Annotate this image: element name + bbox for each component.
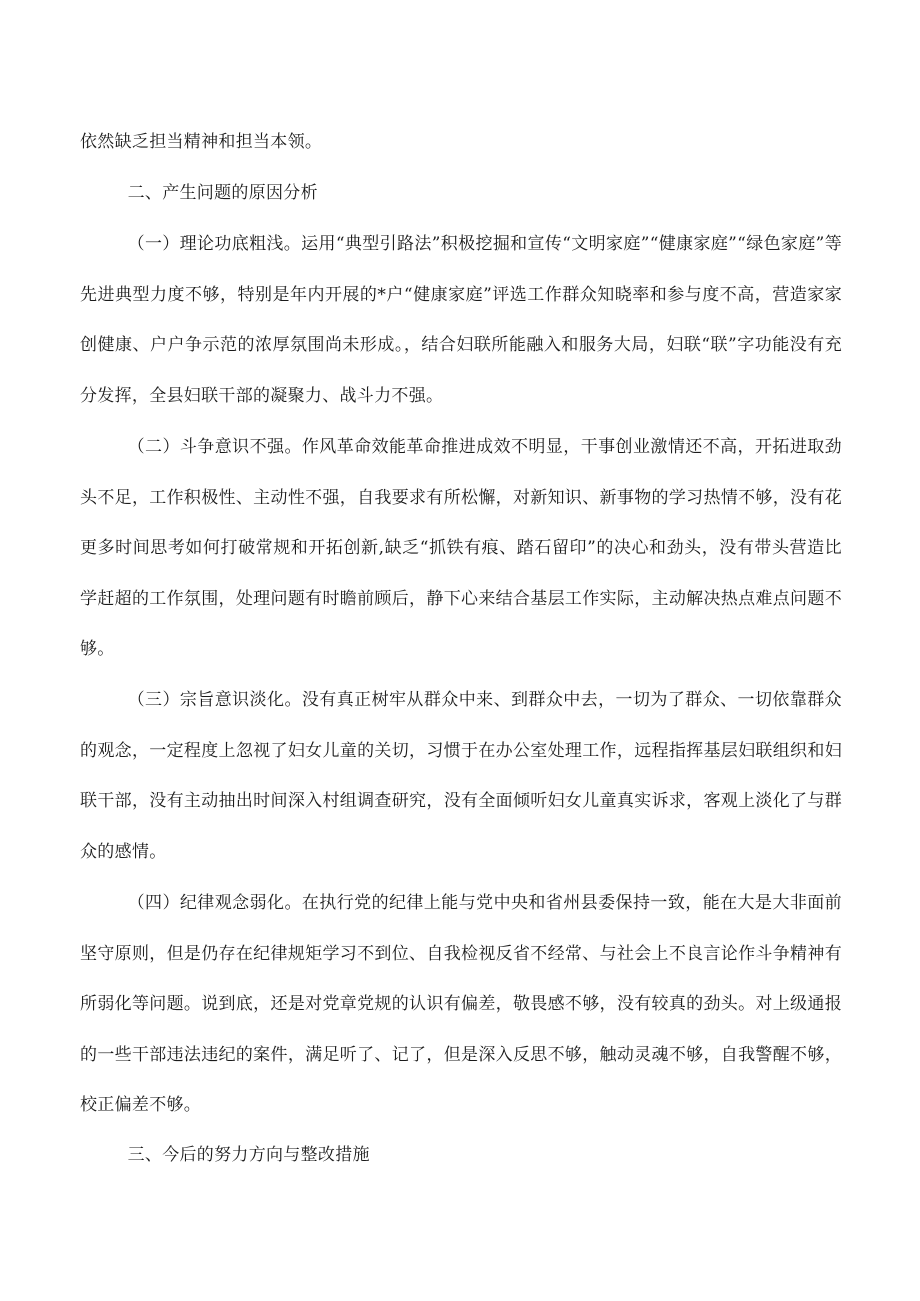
section-heading-3: 三、今后的努力方向与整改措施 [127, 1145, 370, 1165]
paragraph-cause-3: （三）宗旨意识淡化。没有真正树牢从群众中来、到群众中去，一切为了群众、一切依靠群众的观念，一定程度上忽视了妇女儿童的关切，习惯于在办公室处理工作，远程指挥基层妇联组织和妇联干部，没有主动抽出时间深入村组调查研究，没有全面倾听妇女儿童真实诉求，客观上淡化了与群众的感情。 [80, 690, 842, 862]
paragraph-cause-4: （四）纪律观念弱化。在执行党的纪律上能与党中央和省州县委保持一致，能在大是大非面前坚守原则，但是仍存在纪律规矩学习不到位、自我检视反省不经常、与社会上不良言论作斗争精神有所弱化等问题。说到底，还是对党章党规的认识有偏差，敬畏感不够，没有较真的劲头。对上级通报的一些干部违法违纪的案件，满足听了、记了，但是深入反思不够，触动灵魂不够，自我警醒不够，校正偏差不够。 [80, 893, 842, 1115]
paragraph-cause-2: （二）斗争意识不强。作风革命效能革命推进成效不明显，干事创业激情还不高，开拓进取劲头不足，工作积极性、主动性不强，自我要求有所松懈，对新知识、新事物的学习热情不够，没有花更多时间思考如何打破常规和开拓创新,缺乏“抓铁有痕、踏石留印”的决心和劲头，没有带头营造比学赶超的工作氛围，处理问题有时瞻前顾后，静下心来结合基层工作实际，主动解决热点难点问题不够。 [80, 437, 842, 659]
continuation-paragraph: 依然缺乏担当精神和担当本领。 [80, 132, 323, 152]
section-heading-2: 二、产生问题的原因分析 [127, 183, 318, 203]
paragraph-cause-1: （一）理论功底粗浅。运用“典型引路法”积极挖掘和宣传“文明家庭”“健康家庭”“绿色家庭”等先进典型力度不够，特别是年内开展的*户“健康家庭”评选工作群众知晓率和参与度不高，营造家家创健康、户户争示范的浓厚氛围尚未形成。，结合妇联所能融入和服务大局，妇联“联”字功能没有充分发挥，全县妇联干部的凝聚力、战斗力不强。 [80, 234, 842, 406]
